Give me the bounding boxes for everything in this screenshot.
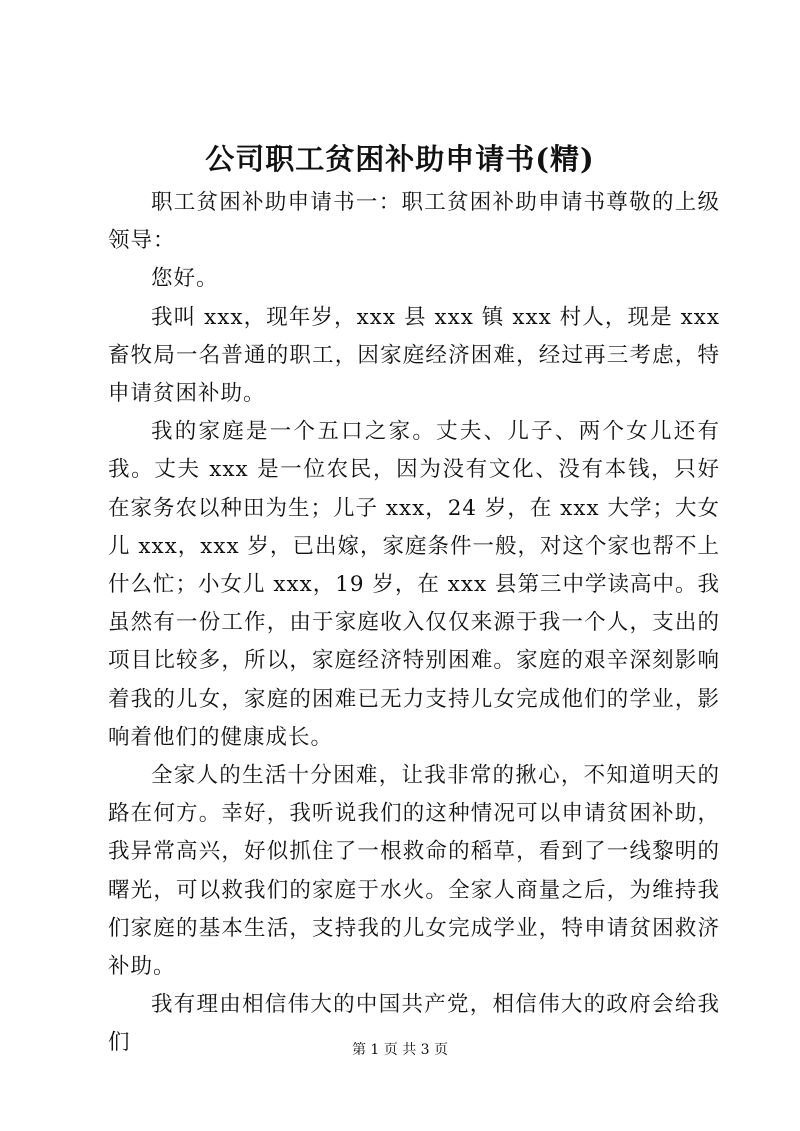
paragraph-introduction: 我叫 xxx，现年岁，xxx 县 xxx 镇 xxx 村人，现是 xxx 畜牧局一名普通的职工，因家庭经济困难，经过再三考虑，特申请贫困补助。 [108,304,720,407]
document-body [108,184,720,1063]
paragraph-hardship: 全家人的生活十分困难，让我非常的揪心，不知道明天的路在何方。幸好，我听说我们的这种情况可以申请贫困补助，我异常高兴，好似抓住了一根救命的稻草，看到了一线黎明的曙光，可以救我们的家庭于水火。全家人商量之后，为维持我们家庭的基本生活，支持我的儿女完成学业，特申请贫困救济补助。 [108,763,720,980]
paragraph-salutation: 职工贫困补助申请书一：职工贫困补助申请书尊敬的上级领导： [108,190,720,254]
paragraph-greeting: 您好。 [151,266,219,292]
page-number-footer: 第 1 页 共 3 页 [351,1042,449,1058]
paragraph-belief: 我有理由相信伟大的中国共产党，相信伟大的政府会给我们 [108,992,720,1056]
document-title: 公司职工贫困补助申请书(精) [205,142,595,176]
paragraph-family: 我的家庭是一个五口之家。丈夫、儿子、两个女儿还有我。丈夫 xxx 是一位农民，因为没有文化、没有本钱，只好在家务农以种田为生；儿子 xxx，24 岁，在 xxx 大学；大女儿 xxx，xxx 岁，已出嫁，家庭条件一般，对这个家也帮不上什么忙；小女儿 xxx，19 岁，在 xxx 县第三中学读高中。我虽然有一份工作，由于家庭收入仅仅来源于我一个人，支出的项目比较多，所以，家庭经济特别困难。家庭的艰辛深刻影响着我的儿女，家庭的困难已无力支持儿女完成他们的学业，影响着他们的健康成长。 [108,419,720,750]
